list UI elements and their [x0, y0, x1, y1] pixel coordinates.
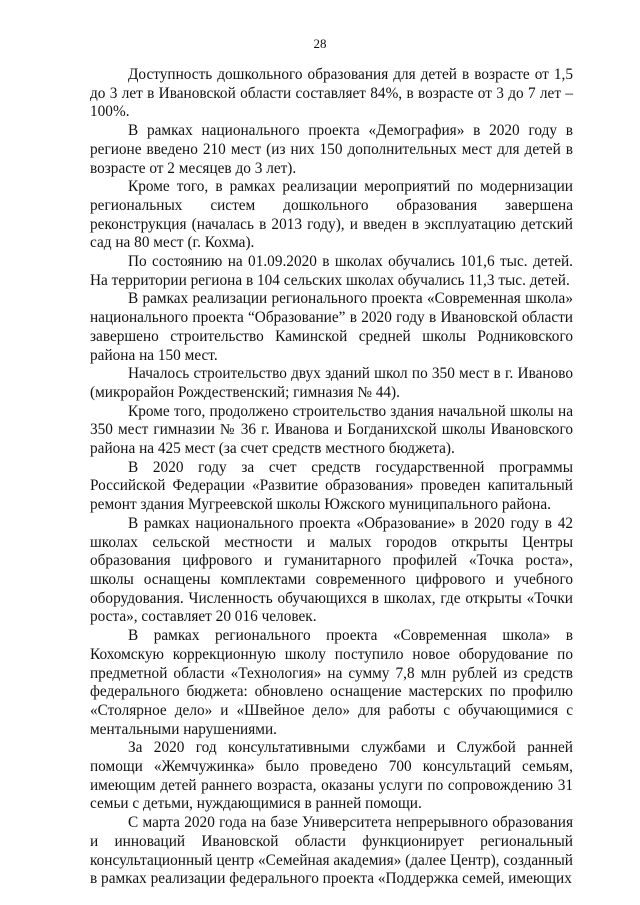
paragraph-tochka-rosta: В рамках национального проекта «Образование» в 2020 году в 42 школах сельской местности и малых городов открыты Центры образования цифрового и гуманитарного профилей «Точка роста», школы оснащены комплектами современного цифрового и учебного оборудования. Численность обучающихся в школах, где открыты «Точки роста», составляет 20 016 человек. [90, 514, 573, 626]
paragraph-kokhma-school-equipment: В рамках регионального проекта «Современная школа» в Кохомскую коррекционную школу поступило новое оборудование по предметной области «Технология» на сумму 7,8 млн рублей из средств федерального бюджета: обновлено оснащение мастерских по профилю «Столярное дело» и «Швейное дело» для работы с обучающимися с ментальными нарушениями. [90, 627, 573, 738]
paragraph-continued-construction: Кроме того, продолжено строительство здания начальной школы на 350 мест гимназии № 36 г. Иванова и Богданихской школы Ивановского района на 425 мест (за счет средств местного бюджета). [90, 402, 573, 458]
document-body [90, 66, 573, 889]
paragraph-demography-project: В рамках национального проекта «Демография» в 2020 году в регионе введено 210 мест (из них 150 дополнительных мест для детей в возрасте от 2 месяцев до 3 лет). [90, 122, 573, 177]
paragraph-kindergarten-reconstruction: Кроме того, в рамках реализации мероприятий по модернизации региональных систем дошкольного образования завершена реконструкция (началась в 2013 году), и введен в эксплуатацию детский сад на 80 мест (г. Кохма). [90, 178, 573, 252]
paragraph-capital-repair: В 2020 году за счет средств государственной программы Российской Федерации «Развитие образования» проведен капитальный ремонт здания Мугреевской школы Южского муниципального района. [90, 458, 573, 514]
paragraph-preschool-availability: Доступность дошкольного образования для детей в возрасте от 1,5 до 3 лет в Ивановской области составляет 84%, в возрасте от 3 до 7 лет – 100%. [90, 66, 573, 121]
paragraph-zhemchuzhinka-consultations: За 2020 год консультативными службами и Службой ранней помощи «Жемчужинка» было проведено 700 консультаций семьям, имеющим детей раннего возраста, оказаны услуги по сопровождению 31 семьи с детьми, нуждающимися в ранней помощи. [90, 739, 573, 813]
paragraph-school-enrollment: По состоянию на 01.09.2020 в школах обучались 101,6 тыс. детей. На территории региона в 104 сельских школах обучались 11,3 тыс. детей. [90, 253, 573, 289]
paragraph-family-academy: С марта 2020 года на базе Университета непрерывного образования и инноваций Ивановской области функционирует региональный консультационный центр «Семейная академия» (далее Центр), созданный в рамках реализации федерального проекта «Поддержка семей, имеющих [90, 814, 573, 888]
paragraph-ivanovo-schools-construction: Началось строительство двух зданий школ по 350 мест в г. Иваново (микрорайон Рождественский; гимназия № 44). [90, 365, 573, 401]
page-number: 28 [313, 36, 327, 51]
paragraph-kaminskaya-school: В рамках реализации регионального проекта «Современная школа» национального проекта “Образование” в 2020 году в Ивановской области завершено строительство Каминской средней школы Родниковского района на 150 мест. [90, 290, 573, 364]
